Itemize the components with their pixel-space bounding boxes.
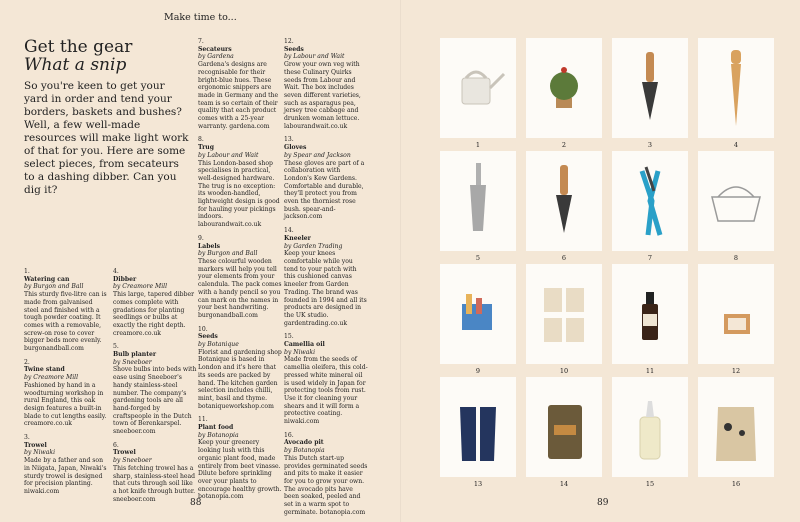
photo-caption-number: 16 <box>731 480 741 488</box>
product-photo <box>526 151 602 251</box>
entries-column-4 <box>284 38 368 522</box>
entry-number: 9. <box>198 234 204 242</box>
article-intro: So you're keen to get your yard in order and tend your borders, baskets and bushes? Well, a few well-made resources will make light work of that for you. Here are some select pieces, from secateurs to a dashing dibber. Can you dig it? <box>24 80 189 196</box>
entry-title: Seeds <box>284 45 304 53</box>
product-photo <box>612 377 688 477</box>
product-photo <box>440 377 516 477</box>
entry-title: Avocado pit <box>284 439 324 447</box>
product-entry <box>198 38 282 130</box>
article-title: Get the gear <box>24 37 133 57</box>
entry-body: Fashioned by hand in a woodturning workshop in rural England, this oak design features a built-in blade to cut lengths easily. creamore.co.uk <box>24 381 107 428</box>
entry-title: Trowel <box>113 449 136 457</box>
product-photo <box>440 38 516 138</box>
photo-caption-number: 3 <box>647 141 653 149</box>
seeds-icon <box>526 264 602 364</box>
entry-title: Trowel <box>24 441 47 449</box>
photo-caption-number: 7 <box>647 254 653 262</box>
trowel-icon <box>526 151 602 251</box>
entry-maker: by Burgon and Ball <box>198 250 258 258</box>
entry-maker: by Burgon and Ball <box>24 283 84 291</box>
product-photo <box>698 377 774 477</box>
entry-title: Plant food <box>198 424 234 432</box>
product-photo <box>612 38 688 138</box>
entry-number: 5. <box>113 343 119 351</box>
page-number-left: 88 <box>190 498 202 508</box>
product-photo <box>698 264 774 364</box>
article-subtitle: What a snip <box>24 55 127 75</box>
product-entry <box>113 442 197 504</box>
entry-maker: by Sneeboer <box>113 358 152 366</box>
kneeler-icon <box>526 377 602 477</box>
photo-caption-number: 2 <box>561 141 567 149</box>
entry-number: 13. <box>284 136 294 144</box>
product-entry <box>198 136 282 228</box>
entry-maker: by Niwaki <box>284 348 316 356</box>
photo-caption-number: 13 <box>473 480 483 488</box>
product-entry <box>284 136 368 221</box>
gloves-icon <box>440 377 516 477</box>
product-photo <box>440 264 516 364</box>
photo-caption-number: 15 <box>645 480 655 488</box>
entry-number: 3. <box>24 434 30 442</box>
labels-icon <box>440 264 516 364</box>
entry-maker: by Creamore Mill <box>24 374 79 382</box>
entry-title: Dibber <box>113 275 137 283</box>
entry-maker: by Botanique <box>198 341 239 349</box>
seed-box-icon <box>698 264 774 364</box>
photo-caption-number: 11 <box>645 367 655 375</box>
product-entry <box>284 333 368 425</box>
photo-caption-number: 9 <box>475 367 481 375</box>
bulb-planter-icon <box>440 151 516 251</box>
product-photo <box>612 151 688 251</box>
product-photo <box>440 151 516 251</box>
entry-number: 6. <box>113 441 119 449</box>
entry-maker: by Gardena <box>198 53 234 61</box>
entry-maker: by Labour and Wait <box>198 151 259 159</box>
entry-title: Twine stand <box>24 366 65 374</box>
entry-title: Secateurs <box>198 45 232 53</box>
photo-caption-number: 14 <box>559 480 569 488</box>
entry-maker: by Sneeboer <box>113 457 152 465</box>
entry-body: Grow your own veg with these Culinary Quirks seeds from Labour and Wait. The box includes seven different varieties, such as asparagus pea, jersey tree cabbage and drunken woman lettuce. labourandwait.co.uk <box>284 61 361 130</box>
gutter <box>400 0 401 522</box>
product-entry <box>284 227 368 327</box>
entry-title: Seeds <box>198 333 218 341</box>
entry-title: Gloves <box>284 144 307 152</box>
product-entry <box>198 326 282 411</box>
trug-icon <box>698 151 774 251</box>
secateurs-icon <box>612 151 688 251</box>
entry-number: 15. <box>284 333 294 341</box>
entry-body: This Dutch start-up provides germinated seeds and pits to make it easier for you to grow your own. The avocado pits have been soaked, peeled and set in a warm spot to germinate. botanopia.com <box>284 454 368 516</box>
product-photo <box>526 38 602 138</box>
entry-body: This London-based shop specialises in practical, well-designed hardware. The trug is no exception: its wooden-handled, lightweight design is good for hauling your pickings indoors. labourandwait.co.uk <box>198 159 280 229</box>
entry-number: 16. <box>284 431 294 439</box>
entry-title: Kneeler <box>284 234 311 242</box>
photo-caption-number: 1 <box>475 141 481 149</box>
entry-maker: by Garden Trading <box>284 242 343 250</box>
product-photo <box>698 151 774 251</box>
product-photo <box>526 377 602 477</box>
entry-title: Camellia oil <box>284 341 325 349</box>
entry-number: 8. <box>198 136 204 144</box>
photo-caption-number: 5 <box>475 254 481 262</box>
seed-pouch-icon <box>698 377 774 477</box>
photo-caption-number: 6 <box>561 254 567 262</box>
entry-title: Watering can <box>24 275 70 283</box>
product-entry <box>113 268 197 337</box>
photo-caption-number: 10 <box>559 367 569 375</box>
product-entry <box>24 359 108 428</box>
watering-can-icon <box>440 38 516 138</box>
entry-body: This fetching trowel has a sharp, stainless-steel head that cuts through soil like a hot knife through butter. sneeboer.com <box>113 464 196 503</box>
product-entry <box>113 343 197 435</box>
entry-number: 4. <box>113 268 119 275</box>
entry-body: Keep your greenery looking lush with this organic plant food, made entirely from beet vinasse. Dilute before sprinkling over your plants to encourage healthy growth. botanopia.com <box>198 439 282 501</box>
entry-body: These colourful wooden markers will help you tell your elements from your calendula. The pack comes with a handy pencil so you can mark on the names in your best handwriting. burgonandball.com <box>198 257 282 319</box>
product-entry <box>284 432 368 517</box>
entry-maker: by Spear and Jackson <box>284 151 351 159</box>
entry-body: Gardena's designs are recognisable for their bright-blue hues. These ergonomic snippers are made in Germany and the team is so certain of their quality that each product comes with a 25-year warranty. gardena.com <box>198 61 279 130</box>
product-entry <box>284 38 368 130</box>
entry-body: Florist and gardening shop Botanique is based in London and it's here that its seeds are packed by hand. The kitchen garden selection includes chilli, mint, basil and thyme. botaniqueworkshop.com <box>198 348 282 410</box>
entries-column-3 <box>198 38 282 507</box>
entry-maker: by Botanopia <box>198 431 239 439</box>
entry-number: 14. <box>284 227 294 235</box>
photo-caption-number: 4 <box>733 141 739 149</box>
twine-stand-icon <box>526 38 602 138</box>
entry-maker: by Botanopia <box>284 447 325 455</box>
entry-body: This large, tapered dibber comes complete with gradations for planting seedlings or bulbs at exactly the right depth. creamore.co.uk <box>113 291 194 337</box>
entry-title: Trug <box>198 144 214 152</box>
photo-caption-number: 12 <box>731 367 741 375</box>
oil-bottle-icon <box>612 377 688 477</box>
product-photo <box>698 38 774 138</box>
entry-number: 10. <box>198 325 208 333</box>
entry-number: 2. <box>24 358 30 366</box>
entry-body: Keep your knees comfortable while you tend to your patch with this cushioned canvas kneeler from Garden Trading. The brand was founded in 1994 and all its products are designed in the UK studio. gardentrading.co.uk <box>284 250 367 327</box>
entry-title: Bulb planter <box>113 351 157 359</box>
product-photo <box>612 264 688 364</box>
entry-maker: by Creamore Mill <box>113 283 168 291</box>
entry-body: Made from the seeds of camellia oleifera, this cold-pressed white mineral oil is used widely in Japan for protecting tools from rust. Use it for cleaning your shears and it will form a protective coating. niwaki.com <box>284 356 368 426</box>
entry-maker: by Niwaki <box>24 449 56 457</box>
entry-number: 11. <box>198 416 208 424</box>
page-header: Make time to... <box>164 12 237 23</box>
entries-column-2 <box>113 268 197 509</box>
product-entry <box>24 434 108 496</box>
entry-body: Made by a father and son in Niigata, Japan, Niwaki's sturdy trowel is designed for precision planting. niwaki.com <box>24 457 107 495</box>
product-photo <box>526 264 602 364</box>
entry-body: Shove bulbs into beds with ease using Sneeboer's handy stainless-steel number. The company's gardening tools are all hand-forged by craftspeople in the Dutch town of Berenkarspel. sneeboer.com <box>113 366 197 436</box>
dibber-icon <box>698 38 774 138</box>
entry-body: This sturdy five-litre can is made from galvanised steel and finished with a tough powder coating. It comes with a removable, screw-on rose to cover bigger beds more evenly. burgonandball.com <box>24 291 107 353</box>
photo-caption-number: 8 <box>733 254 739 262</box>
product-entry <box>198 235 282 320</box>
page-number-right: 89 <box>597 498 609 508</box>
entry-title: Labels <box>198 242 221 250</box>
product-entry <box>198 416 282 501</box>
trowel-icon <box>612 38 688 138</box>
entry-maker: by Labour and Wait <box>284 53 345 61</box>
entries-column-1 <box>24 268 108 502</box>
intro-block <box>24 38 189 197</box>
plant-food-bottle-icon <box>612 264 688 364</box>
entry-number: 7. <box>198 38 204 45</box>
entry-body: These gloves are part of a collaboration with London's Kew Gardens. Comfortable and durable, they'll protect you from even the thorniest rose bush. spear-and-jackson.com <box>284 159 365 221</box>
product-entry <box>24 268 108 353</box>
entry-number: 12. <box>284 38 294 45</box>
entry-number: 1. <box>24 268 30 275</box>
